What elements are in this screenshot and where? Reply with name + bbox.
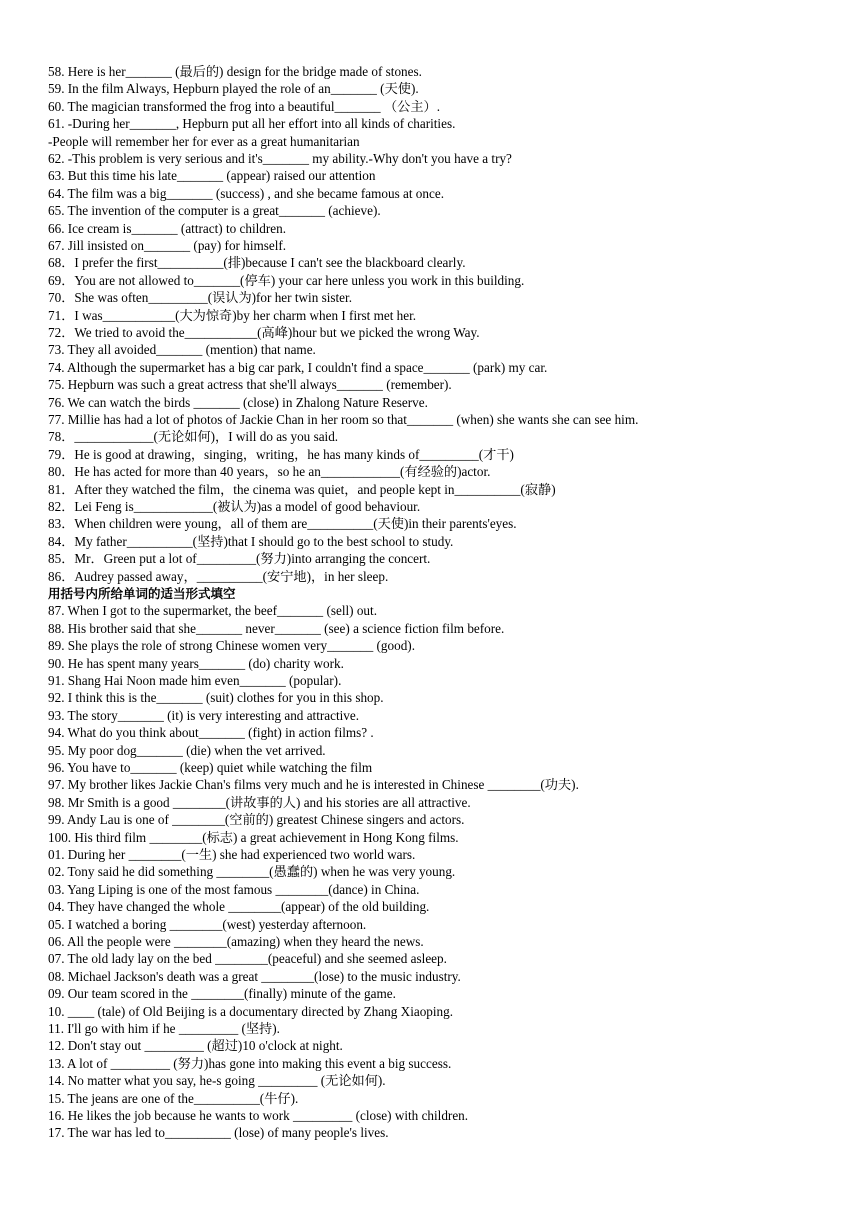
- exercise-line: 14. No matter what you say, he-s going _________ (无论如何).: [48, 1073, 386, 1089]
- exercise-line: 72．We tried to avoid the___________(高峰)hour but we picked the wrong Way.: [48, 325, 480, 340]
- exercise-line: 69．You are not allowed to_______(停车) your car here unless you work in this building.: [48, 272, 525, 288]
- exercise-line: 62. -This problem is very serious and it's_______ my ability.-Why don't you have a try?: [48, 151, 512, 166]
- exercise-line: 71．I was___________(大为惊奇)by her charm when I first met her.: [48, 307, 417, 323]
- exercise-line: 94. What do you think about_______ (fight) in action films? .: [48, 725, 374, 741]
- exercise-line: 12. Don't stay out _________ (超过)10 o'clock at night.: [48, 1038, 343, 1054]
- exercise-line: 66. Ice cream is_______ (attract) to children.: [48, 220, 287, 236]
- exercise-line: 06. All the people were ________(amazing) when they heard the news.: [48, 934, 424, 949]
- exercise-line: 81．After they watched the film，the cinema was quiet，and people kept in__________(寂静): [48, 481, 556, 497]
- exercise-line: 80．He has acted for more than 40 years，so he an____________(有经验的)actor.: [48, 464, 491, 480]
- exercise-line: 79．He is good at drawing，singing，writing，he has many kinds of_________(才干): [48, 446, 514, 462]
- exercise-line: 98. Mr Smith is a good ________(讲故事的人) and his stories are all attractive.: [48, 794, 471, 810]
- exercise-line: 74. Although the supermarket has a big car park, I couldn't find a space_______ (park) my car.: [48, 359, 548, 375]
- exercise-line: 100. His third film ________(标志) a great achievement in Hong Kong films.: [48, 829, 459, 845]
- exercise-line: 77. Millie has had a lot of photos of Jackie Chan in her room so that_______ (when) she wants she can see him.: [48, 412, 639, 427]
- exercise-line: 04. They have changed the whole ________(appear) of the old building.: [48, 899, 430, 915]
- exercise-line: 16. He likes the job because he wants to work _________ (close) with children.: [48, 1108, 469, 1123]
- exercise-line: 01. During her ________(一生) she had experienced two world wars.: [48, 847, 416, 862]
- exercise-line: 97. My brother likes Jackie Chan's films very much and he is interested in Chinese ________(功夫).: [48, 777, 579, 793]
- exercise-line: 91. Shang Hai Noon made him even_______ (popular).: [48, 673, 342, 688]
- exercise-line: 76. We can watch the birds _______ (close) in Zhalong Nature Reserve.: [48, 394, 428, 410]
- exercise-line: 90. He has spent many years_______ (do) charity work.: [48, 655, 344, 671]
- exercise-line: 85．Mr．Green put a lot of_________(努力)into arranging the concert.: [48, 551, 431, 567]
- exercise-line: 92. I think this is the_______ (suit) clothes for you in this shop.: [48, 690, 384, 706]
- exercise-line: 61. -During her_______, Hepburn put all her effort into all kinds of charities.: [48, 116, 456, 132]
- exercise-line: 99. Andy Lau is one of ________(空前的) greatest Chinese singers and actors.: [48, 812, 465, 828]
- exercise-line: 17. The war has led to__________ (lose) of many people's lives.: [48, 1125, 389, 1141]
- exercise-line: 02. Tony said he did something ________(愚蠢的) when he was very young.: [48, 864, 456, 880]
- exercise-line: 70．She was often_________(误认为)for her twin sister.: [48, 290, 353, 306]
- exercise-line: 96. You have to_______ (keep) quiet while watching the film: [48, 760, 373, 775]
- exercise-line: 67. Jill insisted on_______ (pay) for himself.: [48, 238, 287, 253]
- exercise-line: 11. I'll go with him if he _________ (坚持).: [48, 1021, 280, 1036]
- exercise-line: 07. The old lady lay on the bed ________(peaceful) and she seemed asleep.: [48, 951, 447, 967]
- exercise-line: 13. A lot of _________ (努力)has gone into making this event a big success.: [48, 1055, 452, 1071]
- exercise-line: 84．My father__________(坚持)that I should go to the best school to study.: [48, 533, 454, 549]
- exercise-line: 87. When I got to the supermarket, the beef_______ (sell) out.: [48, 603, 377, 619]
- exercise-line: 88. His brother said that she_______ never_______ (see) a science fiction film before.: [48, 620, 505, 636]
- exercise-line: 03. Yang Liping is one of the most famous ________(dance) in China.: [48, 881, 420, 897]
- exercise-line: 73. They all avoided_______ (mention) that name.: [48, 342, 316, 358]
- section-heading: 用括号内所给单词的适当形式填空: [48, 586, 236, 601]
- exercise-line: 95. My poor dog_______ (die) when the vet arrived.: [48, 742, 326, 758]
- exercise-line: 15. The jeans are one of the__________(牛仔).: [48, 1090, 299, 1106]
- exercise-line: 78．____________(无论如何)，I will do as you said.: [48, 429, 339, 445]
- exercise-line: 75. Hepburn was such a great actress that she'll always_______ (remember).: [48, 377, 452, 393]
- exercise-line: 10. ____ (tale) of Old Beijing is a documentary directed by Zhang Xiaoping.: [48, 1003, 454, 1019]
- exercise-line: 08. Michael Jackson's death was a great ________(lose) to the music industry.: [48, 968, 461, 984]
- exercise-line: 82．Lei Feng is____________(被认为)as a model of good behaviour.: [48, 499, 421, 514]
- exercise-line: 89. She plays the role of strong Chinese women very_______ (good).: [48, 638, 415, 654]
- exercise-line: -People will remember her for ever as a great humanitarian: [48, 133, 360, 149]
- exercise-line: 63. But this time his late_______ (appear) raised our attention: [48, 168, 376, 184]
- exercise-line: 86．Audrey passed away，__________(安宁地)，in her sleep.: [48, 568, 389, 584]
- exercise-line: 60. The magician transformed the frog into a beautiful_______ （公主）.: [48, 98, 440, 114]
- exercise-line: 93. The story_______ (it) is very interesting and attractive.: [48, 707, 360, 723]
- exercise-line: 64. The film was a big_______ (success) , and she became famous at once.: [48, 185, 444, 201]
- exercise-line: 05. I watched a boring ________(west) yesterday afternoon.: [48, 916, 367, 932]
- exercise-line: 59. In the film Always, Hepburn played the role of an_______ (天使).: [48, 81, 419, 97]
- exercise-line: 65. The invention of the computer is a great_______ (achieve).: [48, 203, 381, 219]
- exercise-line: 58. Here is her_______ (最后的) design for the bridge made of stones.: [48, 64, 422, 79]
- exercise-line: 83．When children were young，all of them are__________(天使)in their parents'eyes.: [48, 516, 517, 532]
- exercise-line: 68．I prefer the first__________(排)because I can't see the blackboard clearly.: [48, 255, 466, 271]
- exercise-line: 09. Our team scored in the ________(finally) minute of the game.: [48, 986, 396, 1002]
